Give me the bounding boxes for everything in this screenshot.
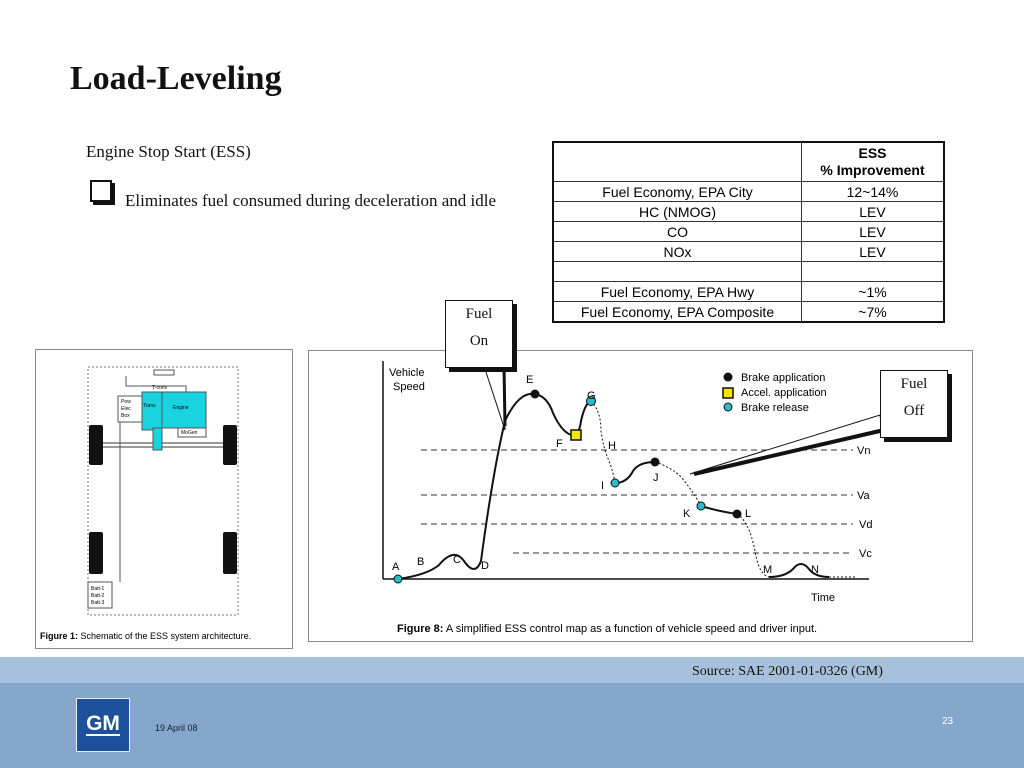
label-batt3: Batt-3	[91, 600, 105, 606]
fuel-on-pointer	[484, 366, 505, 430]
table-cell: LEV	[802, 222, 945, 242]
point-label-i: I	[601, 480, 605, 492]
label-pow: Pow	[121, 399, 131, 405]
threshold-va-label: Va	[857, 490, 870, 502]
fuel-off-callout	[880, 370, 948, 438]
fuel-off-pointer-shadow	[694, 430, 884, 474]
gm-logo-text: GM	[86, 712, 120, 735]
slide-subtitle: Engine Stop Start (ESS)	[86, 142, 251, 161]
figure1-caption-text: Schematic of the ESS system architecture.	[78, 631, 252, 641]
table-cell: CO	[553, 222, 802, 242]
table-cell: NOx	[553, 242, 802, 262]
threshold-vn-label: Vn	[857, 445, 871, 457]
label-trans: Trans	[143, 403, 156, 409]
y-axis-label-1: Vehicle	[389, 367, 425, 379]
threshold-vd-label: Vd	[859, 519, 873, 531]
fuel-off-pointer	[690, 415, 882, 474]
label-tconv: T-conv	[152, 385, 168, 391]
point-label-l: L	[745, 508, 752, 520]
table-cell: ~1%	[802, 282, 945, 302]
point-label-k: K	[683, 508, 691, 520]
point-label-c: C	[453, 554, 461, 566]
fuel-on-pointer-shadow	[504, 366, 505, 426]
point-label-h: H	[608, 440, 616, 452]
label-batt2: Batt-2	[91, 593, 105, 599]
threshold-vc-label: Vc	[859, 548, 872, 560]
header-ess: ESS	[858, 145, 887, 161]
table-cell: HC (NMOG)	[553, 202, 802, 222]
figure8-caption-text: A simplified ESS control map as a function of vehicle speed and driver input.	[443, 623, 818, 635]
point-label-j: J	[653, 472, 659, 484]
source-citation: Source: SAE 2001-01-0326 (GM)	[692, 664, 883, 679]
footer-band-bottom	[0, 683, 1024, 768]
label-batt1: Batt-1	[91, 586, 105, 592]
y-axis-label-2: Speed	[393, 381, 425, 393]
header-improvement: % Improvement	[820, 162, 925, 178]
point-label-n: N	[811, 564, 819, 576]
page-number: 23	[942, 716, 954, 727]
legend-accel-label: Accel. application	[741, 387, 827, 399]
table-cell: Fuel Economy, EPA City	[553, 182, 802, 202]
bullet-text: Eliminates fuel consumed during deceleration and idle	[125, 191, 497, 210]
x-axis-label: Time	[811, 592, 836, 604]
label-box: Box	[121, 413, 130, 419]
label-mogen: MoGen	[181, 430, 198, 436]
slide-date: 19 April 08	[155, 723, 198, 733]
table-cell: Fuel Economy, EPA Hwy	[553, 282, 802, 302]
point-label-f: F	[556, 438, 563, 450]
slide-title: Load-Leveling	[70, 60, 282, 97]
legend-brake-label: Brake application	[741, 372, 826, 384]
fuel-on-callout	[445, 300, 513, 368]
gm-logo	[76, 698, 130, 752]
point-label-m: M	[763, 564, 773, 576]
table-cell: 12~14%	[802, 182, 945, 202]
figure8-caption-bold: Figure 8:	[397, 623, 444, 635]
point-label-a: A	[392, 561, 400, 573]
point-label-g: G	[587, 390, 596, 402]
table-cell: LEV	[802, 242, 945, 262]
fuel-off-line1: Fuel	[900, 376, 928, 392]
fuel-off-line2: Off	[903, 403, 925, 419]
table-cell: ~7%	[802, 302, 945, 323]
point-label-e: E	[526, 374, 534, 386]
label-engine: Engine	[173, 405, 189, 411]
legend-release-label: Brake release	[741, 402, 809, 414]
fuel-on-line1: Fuel	[465, 306, 493, 322]
table-cell: Fuel Economy, EPA Composite	[553, 302, 802, 323]
point-label-d: D	[481, 560, 489, 572]
fuel-on-line2: On	[469, 333, 489, 349]
point-label-b: B	[417, 556, 425, 568]
figure1-caption-bold: Figure 1:	[40, 631, 79, 641]
table-cell: LEV	[802, 202, 945, 222]
label-elec: Elec	[121, 406, 131, 412]
